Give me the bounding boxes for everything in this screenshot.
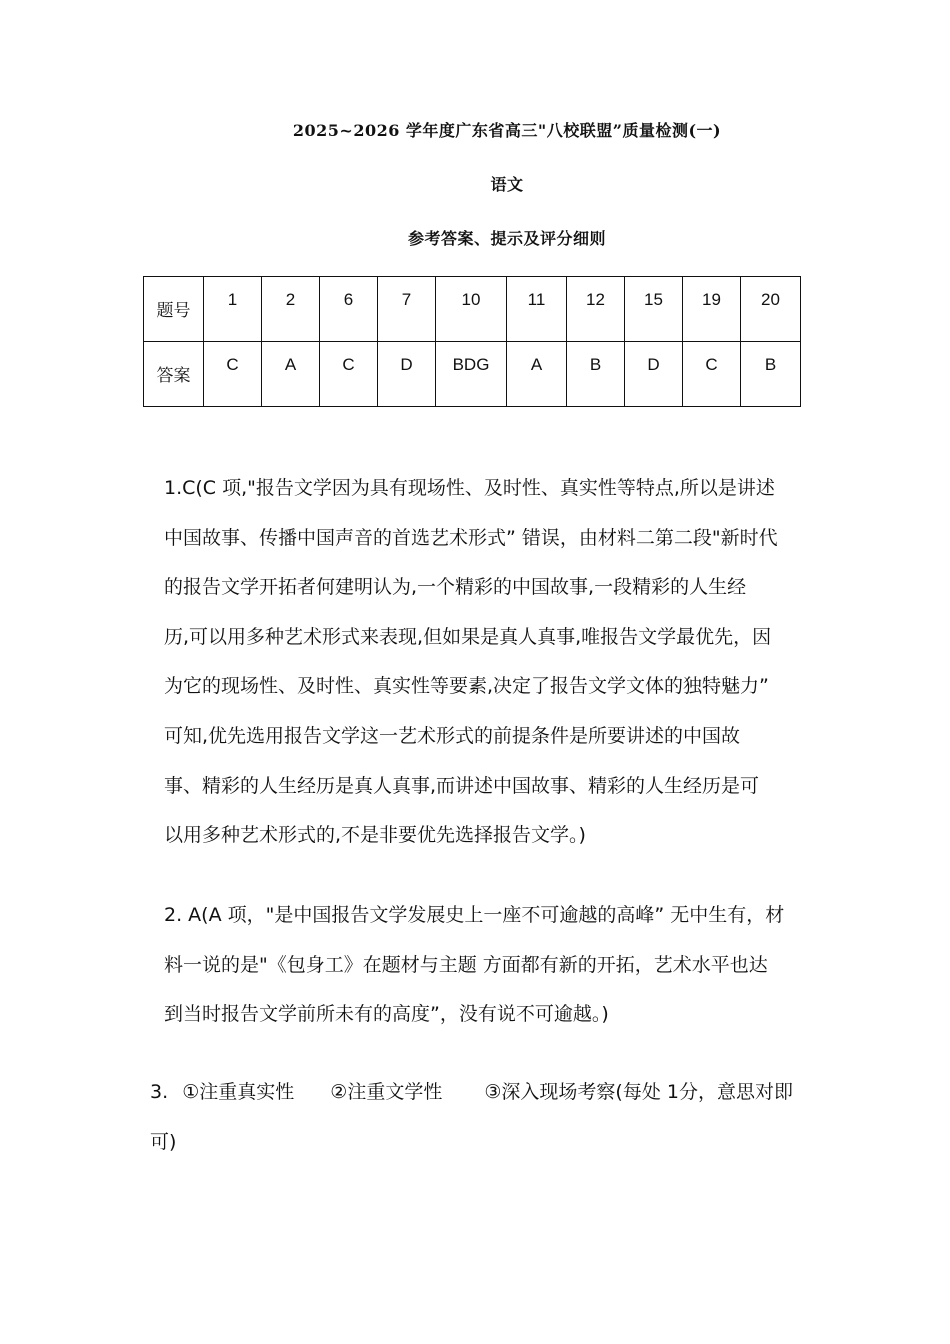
text-line [150, 1068, 815, 1118]
text-line: 事、精彩的人生经历是真人真事,而讲述中国故事、精彩的人生经历是可 [164, 774, 760, 797]
answer-row [144, 342, 801, 407]
text-line: 到当时报告文学前所未有的高度”，没有说不可逾越。) [164, 1003, 609, 1026]
answer-cell: BDG [436, 342, 507, 407]
text-line: 1.C(C 项,"报告文学因为具有现场性、及时性、真实性等特点,所以是讲述 [164, 477, 775, 499]
text-line: 的报告文学开拓者何建明认为,一个精彩的中国故事,一段精彩的人生经 [164, 576, 747, 599]
row-label-question-number: 题号 [144, 277, 204, 342]
answer-cell: B [741, 342, 801, 407]
explanation-question-2 [164, 891, 814, 1040]
answer-cell: D [378, 342, 436, 407]
question-number-cell: 1 [204, 277, 262, 342]
text-line: 中国故事、传播中国声音的首选艺术形式” 错误，由材料二第二段"新时代 [164, 526, 778, 549]
row-label-answer: 答案 [144, 342, 204, 407]
question-number-cell: 19 [683, 277, 741, 342]
answer-cell: C [204, 342, 262, 407]
question-number-cell: 15 [625, 277, 683, 342]
question-number-cell: 10 [436, 277, 507, 342]
text-line: 历,可以用多种艺术形式来表现,但如果是真人真事,唯报告文学最优先，因 [164, 625, 772, 648]
text-line: 可) [150, 1130, 177, 1153]
question-number-cell: 11 [507, 277, 567, 342]
question-number-row [144, 277, 801, 342]
answer-table [143, 276, 801, 407]
answer-cell: C [683, 342, 741, 407]
text-line: 可知,优先选用报告文学这一艺术形式的前提条件是所要讲述的中国故 [164, 724, 741, 747]
question-number-cell: 7 [378, 277, 436, 342]
answer-cell: D [625, 342, 683, 407]
text-line: 为它的现场性、及时性、真实性等要素,决定了报告文学文体的独特魅力” [164, 675, 769, 698]
question-3-number: 3. [150, 1081, 169, 1103]
answer-cell: B [567, 342, 625, 407]
text-line: 2. A(A 项，"是中国报告文学发展史上一座不可逾越的高峰” 无中生有，材 [164, 904, 785, 926]
document-title: 2025~2026 学年度广东省高三"八校联盟”质量检测(一) [292, 121, 722, 140]
question-number-cell: 6 [320, 277, 378, 342]
explanation-question-3 [150, 1068, 815, 1167]
answer-cell: C [320, 342, 378, 407]
text-line: 料一说的是"《包身工》在题材与主题 方面都有新的开拓，艺术水平也达 [164, 953, 768, 976]
point-authenticity: ①注重真实性 [182, 1081, 295, 1103]
question-number-cell: 2 [262, 277, 320, 342]
text-line: 以用多种艺术形式的,不是非要优先选择报告文学。) [164, 824, 586, 847]
question-number-cell: 12 [567, 277, 625, 342]
question-number-cell: 20 [741, 277, 801, 342]
subject-title: 语文 [490, 175, 524, 194]
answer-cell: A [507, 342, 567, 407]
explanation-question-1 [164, 464, 814, 861]
answer-key-subtitle: 参考答案、提示及评分细则 [407, 229, 606, 248]
answer-cell: A [262, 342, 320, 407]
point-literariness: ②注重文学性 [330, 1081, 443, 1103]
point-field-investigation: ③深入现场考察(每处 1分，意思对即 [484, 1081, 793, 1103]
